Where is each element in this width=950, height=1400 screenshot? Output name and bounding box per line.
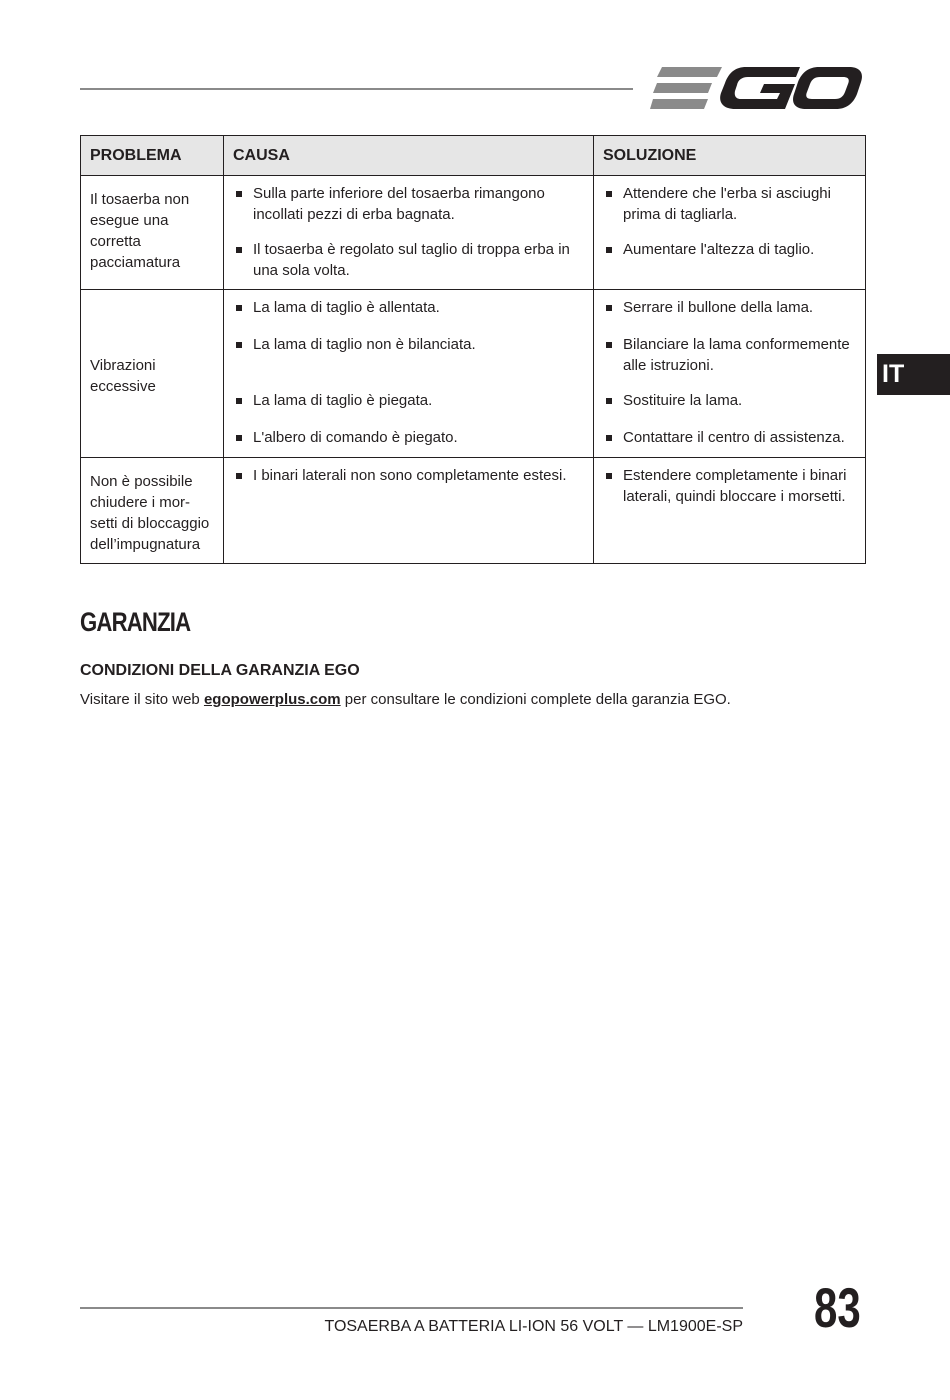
solution-list <box>604 465 855 507</box>
footer-rule <box>80 1307 743 1309</box>
list-item: L'albero di comando è piegato. <box>234 427 583 448</box>
cause-list <box>234 465 583 486</box>
table-header-row <box>81 136 866 176</box>
section-title-warranty: GARANZIA <box>80 607 191 637</box>
list-item: Sulla parte inferiore del tosaerba rimangono incollati pezzi di erba bagnata. <box>234 183 583 225</box>
list-item: Sostituire la lama. <box>604 390 855 411</box>
table-row <box>81 290 866 458</box>
subsection-title-warranty-conditions: CONDIZIONI DELLA GARANZIA EGO <box>80 662 360 679</box>
list-item: Serrare il bullone della lama. <box>604 297 855 318</box>
header-rule <box>80 88 633 90</box>
solution-list <box>604 183 855 260</box>
solution-list <box>604 297 855 448</box>
ego-logo-graphic <box>650 64 862 112</box>
list-item: Il tosaerba è regolato sul taglio di troppa erba in una sola volta. <box>234 239 583 281</box>
warranty-text-before: Visitare il sito web <box>80 691 204 708</box>
list-item: Attendere che l'erba si asciughi prima di tagliarla. <box>604 183 855 225</box>
cause-cell <box>224 290 594 458</box>
ego-logo <box>650 64 862 112</box>
cause-list <box>234 183 583 281</box>
footer-product-title: TOSAERBA A BATTERIA LI-ION 56 VOLT — LM1900E-SP <box>324 1318 743 1335</box>
cause-cell <box>224 176 594 290</box>
page-number: 83 <box>814 1276 861 1339</box>
list-item: Estendere completamente i binari laterali, quindi bloccare i morsetti. <box>604 465 855 507</box>
column-header-solution: SOLUZIONE <box>594 136 866 176</box>
column-header-cause: CAUSA <box>224 136 594 176</box>
warranty-website-link[interactable]: egopowerplus.com <box>203 691 341 708</box>
solution-cell <box>594 290 866 458</box>
problem-cell: Vibrazioni eccessive <box>81 290 224 458</box>
cause-list <box>234 297 583 448</box>
list-item: La lama di taglio è piegata. <box>234 390 583 411</box>
cause-cell <box>224 458 594 564</box>
warranty-paragraph <box>80 689 731 711</box>
table-row <box>81 458 866 564</box>
list-item: Aumentare l'altezza di taglio. <box>604 239 855 260</box>
troubleshooting-table <box>80 135 866 564</box>
list-item: La lama di taglio è allentata. <box>234 297 583 318</box>
list-item: I binari laterali non sono completamente estesi. <box>234 465 583 486</box>
column-header-problem: PROBLEMA <box>81 136 224 176</box>
problem-cell: Non è possibile chiudere i mor-setti di bloccaggio dell’impugnatura <box>81 458 224 564</box>
warranty-text-after: per consultare le condizioni complete della garanzia EGO. <box>340 691 731 708</box>
problem-cell: Il tosaerba non esegue una corretta pacciamatura <box>81 176 224 290</box>
solution-cell <box>594 176 866 290</box>
list-item: Bilanciare la lama conformemente alle istruzioni. <box>604 334 855 376</box>
language-tab: IT <box>877 354 950 395</box>
list-item: La lama di taglio non è bilanciata. <box>234 334 583 355</box>
solution-cell <box>594 458 866 564</box>
list-item: Contattare il centro di assistenza. <box>604 427 855 448</box>
table-row <box>81 176 866 290</box>
